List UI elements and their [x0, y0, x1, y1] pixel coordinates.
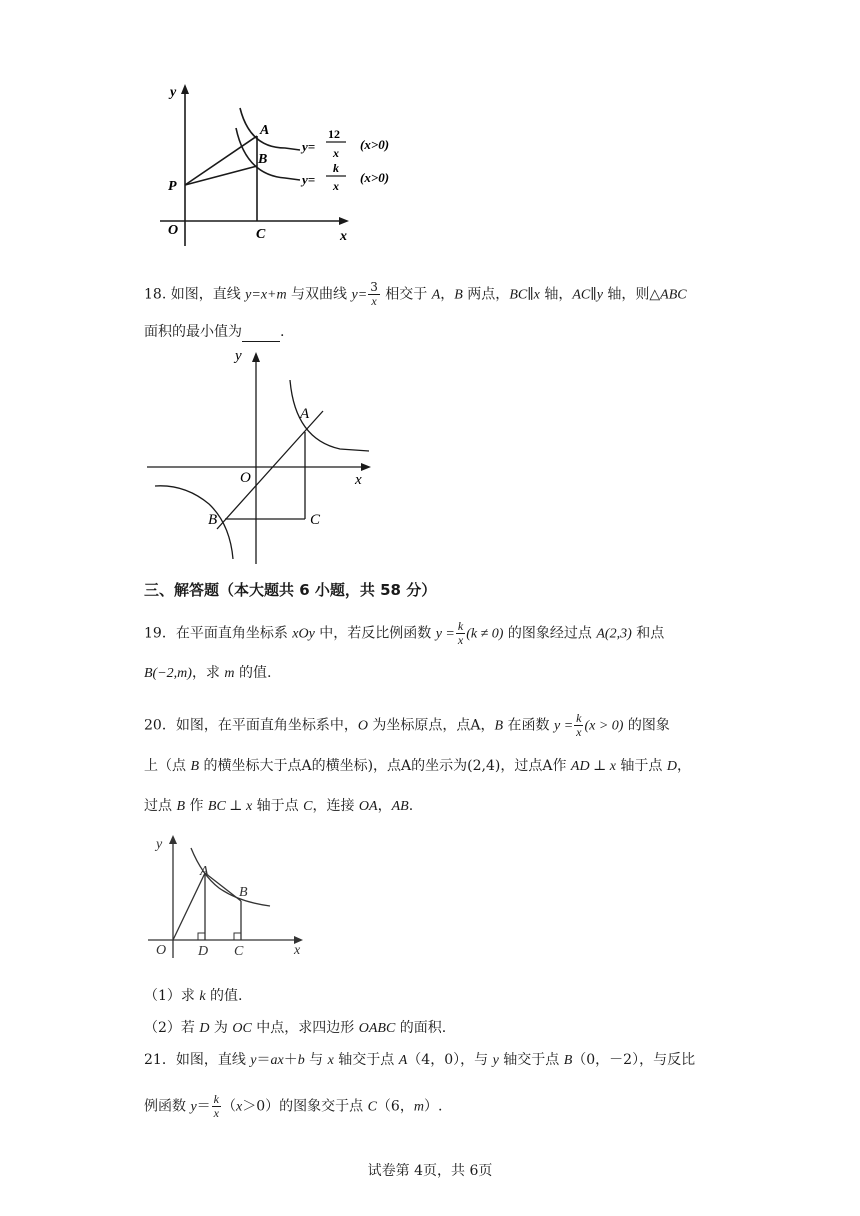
label-x: x [294, 943, 301, 958]
segment-pb [185, 166, 257, 185]
figure-q18 [145, 344, 377, 566]
right-angle-d [198, 933, 205, 940]
curve2-num: k [333, 161, 339, 175]
q19-line1: 19．在平面直角坐标系 xOy 中，若反比例函数 y = $\frac{k}{x}$ (k ≠ 0) 的图象经过点 A(2,3) 和点 [144, 619, 665, 647]
figure-q20 [144, 830, 314, 964]
label-x: x [355, 472, 362, 488]
q21-line2: 例函数 y＝ $\frac{k}{x}$ （x＞0）的图象交于点 C（6，m）. [144, 1092, 443, 1120]
q18-line-eq: y=x+m [245, 287, 287, 303]
label-y: y [156, 837, 163, 852]
q19-fraction: $\frac{k}{x}$ [457, 619, 464, 647]
q18-text: 与双曲线 [286, 286, 352, 303]
curve2-den: x [333, 179, 339, 193]
figure-q17 [150, 78, 420, 250]
hyperbola-branch-2 [155, 486, 233, 559]
x-arrowhead [339, 217, 349, 225]
q20-line3: 过点 B 作 BC ⊥ x 轴于点 C，连接 OA，AB. [144, 798, 414, 814]
label-x: x [340, 229, 347, 244]
q21-fraction: $\frac{k}{x}$ [213, 1092, 219, 1120]
label-c: C [256, 227, 266, 242]
q20-subquestion-1: （1）求 k 的值. [144, 988, 243, 1004]
section-heading: 三、解答题（本大题共 6 小题，共 58 分） [144, 581, 437, 599]
q20-subquestion-2: （2）若 D 为 OC 中点，求四边形 OABC 的面积. [144, 1020, 447, 1036]
curve2-lhs: y= [302, 172, 316, 187]
x-arrowhead [361, 463, 371, 471]
segment-oa [173, 873, 205, 940]
curve1-den: x [333, 146, 339, 160]
y-arrowhead [252, 352, 260, 362]
q19-line2: B(−2,m)，求 m 的值. [144, 665, 272, 681]
label-a: A [200, 864, 209, 879]
segment-pa [185, 136, 257, 185]
label-p: P [168, 179, 177, 194]
q20-line1: 20．如图，在平面直角坐标系中，O 为坐标原点，点A，B 在函数 y = $\frac{k}{x}$ (x > 0) 的图象 [144, 711, 670, 739]
label-c: C [234, 944, 244, 959]
answer-blank [242, 327, 280, 342]
label-b: B [258, 152, 268, 167]
q18-line2: 面积的最小值为 . [144, 324, 285, 340]
label-a: A [300, 406, 310, 422]
q21-line1: 21．如图，直线 y＝ax＋b 与 x 轴交于点 A（4，0），与 y 轴交于点 B（0，－2），与反比 [144, 1052, 696, 1068]
label-y: y [170, 85, 177, 100]
curve1-lhs: y= [302, 139, 316, 154]
q18-fraction: $\frac{3}{x}$ [370, 280, 378, 308]
label-b: B [239, 885, 248, 900]
right-angle-c [234, 933, 241, 940]
curve1-num: 12 [328, 127, 340, 141]
curve-12-over-x [240, 108, 300, 150]
label-y: y [235, 348, 242, 364]
label-o: O [240, 470, 251, 486]
y-arrowhead [181, 84, 189, 94]
curve1-cond: (x>0) [360, 137, 390, 152]
q20-line2: 上（点 B 的横坐标大于点A的横坐标)，点A的坐示为(2,4)，过点A作 AD ⊥ x 轴于点 D， [144, 758, 691, 774]
label-b: B [208, 512, 218, 528]
label-c: C [310, 512, 321, 528]
label-a: A [260, 123, 270, 138]
label-d: D [198, 944, 209, 959]
q18-text: 18. 如图，直线 [144, 286, 246, 303]
q18-line1: 18. 如图，直线 y=x+m 与双曲线 y= $\frac{3}{x}$ 相交于 A，B 两点，BC∥x 轴，AC∥y 轴，则△ABC [144, 280, 687, 308]
page-footer: 试卷第 4页，共 6页 [367, 1163, 493, 1179]
q18-hyperbola-lhs: y= [351, 287, 368, 303]
y-arrowhead [169, 835, 177, 844]
q20-fraction: $\frac{k}{x}$ [576, 711, 582, 739]
curve2-cond: (x>0) [360, 170, 390, 185]
label-o: O [156, 943, 167, 958]
label-o: O [168, 223, 179, 238]
